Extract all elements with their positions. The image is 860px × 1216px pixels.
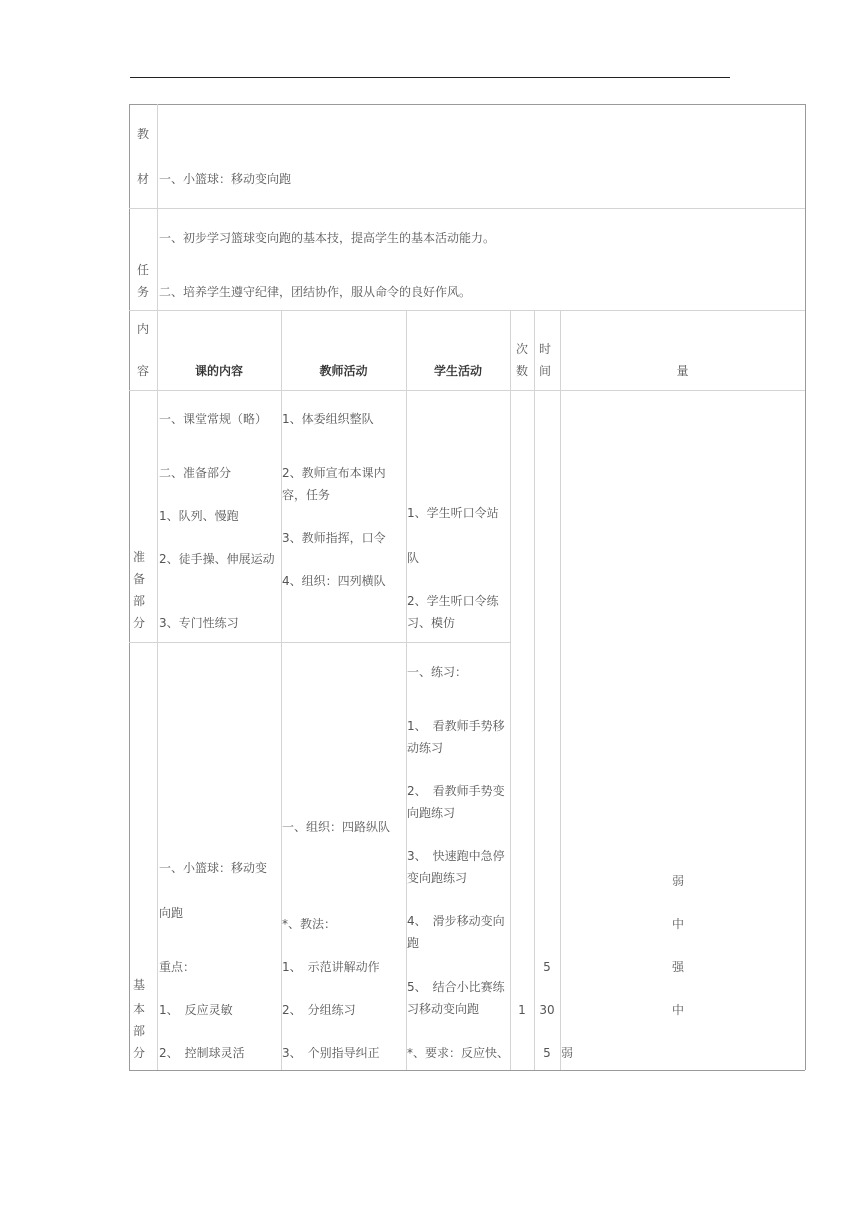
- prep-teacher-1: 1、体委组织整队: [282, 412, 374, 426]
- basic-content-1: 一、小篮球：移动变: [159, 861, 268, 875]
- prep-teacher-4: 4、组织：四列横队: [282, 574, 386, 588]
- basic-teacher-3: 1、 示范讲解动作: [282, 960, 380, 974]
- header-lesson-content: 课的内容: [194, 364, 243, 378]
- prep-content-2: 二、准备部分: [159, 466, 232, 480]
- basic-label-4: 分: [132, 1046, 145, 1060]
- basic-content-3: 重点：: [159, 960, 196, 974]
- col-divider: [406, 310, 407, 1070]
- basic-time-2: 30: [539, 1003, 555, 1017]
- row-divider: [129, 310, 805, 311]
- renwu-item-2: 二、培养学生遵守纪律，团结协作，服从命令的良好作风。: [159, 285, 472, 299]
- header-teacher-activity: 教师活动: [319, 364, 368, 378]
- basic-student-5: 4、 滑步移动变向跑: [407, 914, 505, 950]
- basic-amount-3: 强: [671, 960, 684, 974]
- basic-label-2: 本: [132, 1002, 145, 1016]
- basic-student-6: 5、 结合小比赛练习移动变向跑: [407, 980, 505, 1016]
- basic-content-5: 2、 控制球灵活: [159, 1046, 245, 1060]
- header-student-activity: 学生活动: [433, 364, 482, 378]
- row-divider: [129, 642, 510, 643]
- prep-student-1: 1、学生听口令站队: [407, 506, 499, 565]
- prep-label-2: 备: [132, 572, 145, 586]
- prep-label-1: 准: [132, 550, 145, 564]
- basic-content-4: 1、 反应灵敏: [159, 1003, 233, 1017]
- prep-content-5: 3、专门性练习: [159, 616, 239, 630]
- basic-content-2: 向跑: [159, 906, 184, 920]
- basic-times: 1: [518, 1003, 526, 1017]
- basic-student-1: 一、练习：: [407, 665, 468, 679]
- prep-label-4: 分: [132, 616, 145, 630]
- header-amount: 量: [676, 364, 689, 378]
- basic-student-4: 3、 快速跑中急停变向跑练习: [407, 849, 505, 885]
- header-times-1: 次: [515, 342, 528, 356]
- basic-amount-4: 中: [671, 1003, 684, 1017]
- basic-teacher-2: *、教法：: [282, 917, 337, 931]
- jiaocai-label-1: 教: [136, 127, 149, 141]
- renwu-label-1: 任: [136, 263, 149, 277]
- prep-content-1: 一、课堂常规（略）: [159, 412, 268, 426]
- renwu-label-2: 务: [136, 285, 149, 299]
- basic-amount-low: 弱: [561, 1046, 574, 1060]
- basic-student-3: 2、 看教师手势变向跑练习: [407, 784, 505, 820]
- prep-teacher-3: 3、教师指挥，口令: [282, 531, 386, 545]
- basic-label-1: 基: [132, 978, 145, 992]
- basic-amount-2: 中: [671, 917, 684, 931]
- header-time-2: 间: [538, 364, 551, 378]
- lesson-plan-table: [129, 104, 805, 1070]
- basic-teacher-4: 2、 分组练习: [282, 1003, 356, 1017]
- header-rule: [130, 77, 730, 78]
- header-time-1: 时: [538, 342, 551, 356]
- table-border-right: [805, 104, 806, 1070]
- prep-content-3: 1、队列、慢跑: [159, 509, 239, 523]
- renwu-item-1: 一、初步学习篮球变向跑的基本技，提高学生的基本活动能力。: [159, 231, 496, 245]
- header-label-2: 容: [136, 364, 149, 378]
- basic-student-7: *、要求：反应快、: [407, 1046, 510, 1060]
- basic-label-3: 部: [132, 1024, 145, 1038]
- table-border-top: [129, 104, 805, 105]
- basic-teacher-1: 一、组织：四路纵队: [282, 820, 391, 834]
- row-divider: [129, 390, 805, 391]
- col-divider: [510, 310, 511, 1070]
- prep-student-2: 2、学生听口令练习、模仿: [407, 594, 499, 630]
- table-border-bottom: [129, 1070, 805, 1071]
- prep-content-4: 2、徒手操、伸展运动: [159, 552, 275, 566]
- col-divider: [157, 104, 158, 1070]
- prep-label-3: 部: [132, 594, 145, 608]
- jiaocai-content: 一、小篮球：移动变向跑: [159, 172, 292, 186]
- header-label-1: 内: [136, 322, 149, 336]
- header-times-2: 数: [515, 364, 528, 378]
- basic-time-3: 5: [543, 1046, 551, 1060]
- row-divider: [129, 208, 805, 209]
- basic-teacher-5: 3、 个别指导纠正: [282, 1046, 380, 1060]
- jiaocai-label-2: 材: [136, 172, 149, 186]
- prep-teacher-2: 2、教师宣布本课内容，任务: [282, 466, 386, 502]
- basic-time-1: 5: [543, 960, 551, 974]
- basic-student-2: 1、 看教师手势移动练习: [407, 719, 505, 755]
- basic-amount-1: 弱: [671, 874, 684, 888]
